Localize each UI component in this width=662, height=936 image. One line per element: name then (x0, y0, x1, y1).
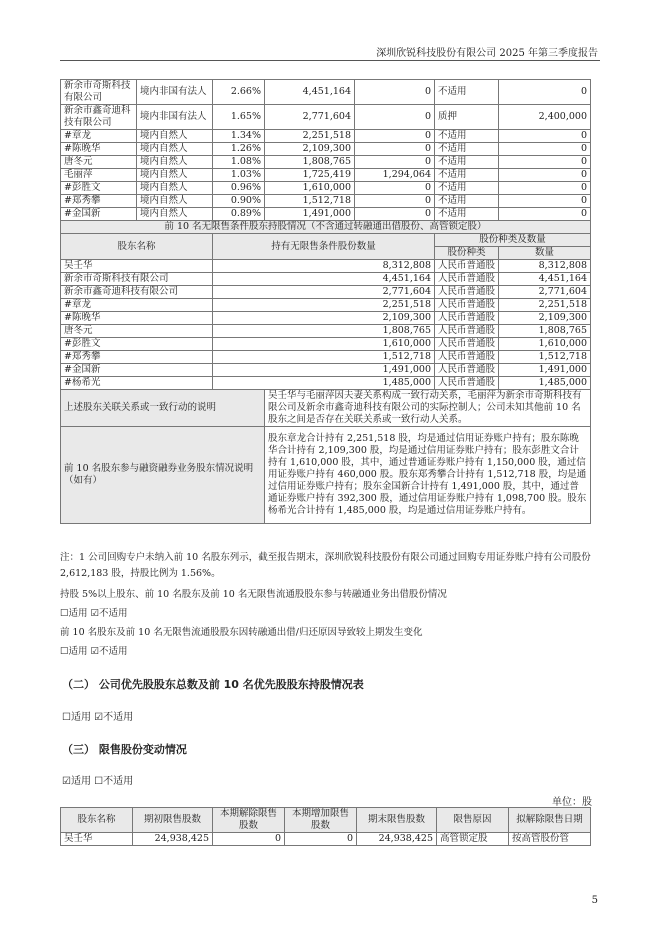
share-kind: 人民币普通股 (435, 364, 499, 377)
holder-nature: 境内自然人 (137, 130, 213, 143)
unrestricted-shares: 1,512,718 (213, 351, 435, 364)
holder-pledge-status: 不适用 (435, 208, 499, 221)
holder-nature: 境内非国有法人 (137, 80, 213, 105)
holder-pledge-status: 不适用 (435, 143, 499, 156)
share-kind: 人民币普通股 (435, 286, 499, 299)
lending-check: ☐适用 ☑不适用 (60, 608, 128, 619)
restricted-row (61, 833, 591, 846)
holder-name: #章龙 (61, 130, 137, 143)
section3-check: ☑适用 ☐不适用 (62, 776, 134, 787)
unrestricted-row (61, 286, 591, 299)
holder-name: 毛丽萍 (61, 169, 137, 182)
holder-name: #郑秀攀 (61, 195, 137, 208)
holder-name: #金国新 (61, 208, 137, 221)
holder-restricted: 0 (355, 208, 435, 221)
holder-pledge-qty: 0 (499, 130, 591, 143)
holder-pledge-status: 不适用 (435, 156, 499, 169)
restricted-col-header: 期初限售股数 (133, 808, 213, 833)
unrestricted-row (61, 364, 591, 377)
holder-nature: 境内自然人 (137, 208, 213, 221)
holder-shares: 1,512,718 (265, 195, 355, 208)
holder-row (61, 169, 591, 182)
holder-pledge-status: 不适用 (435, 195, 499, 208)
share-kind: 人民币普通股 (435, 260, 499, 273)
holder-percent: 2.66% (213, 80, 265, 105)
unrestricted-row (61, 351, 591, 364)
holder-nature: 境内自然人 (137, 182, 213, 195)
holder-row (61, 105, 591, 130)
holder-restricted: 0 (355, 130, 435, 143)
holder-shares: 2,251,518 (265, 130, 355, 143)
holder-pledge-qty: 0 (499, 156, 591, 169)
shareholders-table (60, 79, 591, 524)
restricted-col-header: 限售原因 (437, 808, 509, 833)
unrestricted-holder-name: #陈晚华 (61, 312, 213, 325)
unrestricted-holder-name: 吴壬华 (61, 260, 213, 273)
holder-shares: 2,771,604 (265, 105, 355, 130)
holder-shares: 4,451,164 (265, 80, 355, 105)
share-qty: 2,251,518 (499, 299, 591, 312)
unit-label: 单位：股 (552, 797, 592, 808)
unrestricted-shares: 2,771,604 (213, 286, 435, 299)
holder-restricted: 0 (355, 105, 435, 130)
holder-name: 新余市鑫奇迪科技有限公司 (61, 105, 137, 130)
restricted-release-date: 按高管股份管 (509, 833, 591, 846)
holder-row (61, 130, 591, 143)
holder-row (61, 195, 591, 208)
unrestricted-row (61, 325, 591, 338)
header-rule (60, 60, 600, 61)
holder-percent: 1.08% (213, 156, 265, 169)
share-qty: 1,485,000 (499, 377, 591, 390)
restricted-released: 0 (213, 833, 285, 846)
change-check: ☐适用 ☑不适用 (60, 646, 128, 657)
unrestricted-shares: 1,485,000 (213, 377, 435, 390)
share-kind: 人民币普通股 (435, 312, 499, 325)
unrestricted-holder-name: #彭胜文 (61, 338, 213, 351)
restricted-col-header: 本期增加限售股数 (285, 808, 357, 833)
holder-pledge-qty: 2,400,000 (499, 105, 591, 130)
change-question: 前 10 名股东及前 10 名无限售流通股股东因转融通出借/归还原因导致较上期发生变化 (60, 627, 423, 638)
holder-pledge-qty: 0 (499, 143, 591, 156)
share-kind: 人民币普通股 (435, 299, 499, 312)
section3-title: （三） 限售股份变动情况 (62, 743, 187, 756)
lending-question: 持股 5%以上股东、前 10 名股东及前 10 名无限售流通股股东参与转融通业务出借股份情况 (60, 589, 447, 600)
restricted-col-header: 拟解除限售日期 (509, 808, 591, 833)
restricted-col-header: 本期解除限售股数 (213, 808, 285, 833)
holder-pledge-qty: 0 (499, 208, 591, 221)
holder-pledge-status: 不适用 (435, 182, 499, 195)
unrestricted-shares: 1,610,000 (213, 338, 435, 351)
unrestricted-row (61, 312, 591, 325)
share-qty: 8,312,808 (499, 260, 591, 273)
holder-restricted: 0 (355, 195, 435, 208)
restricted-reason: 高管锁定股 (437, 833, 509, 846)
restricted-added: 0 (285, 833, 357, 846)
holder-name: 唐冬元 (61, 156, 137, 169)
holder-restricted: 1,294,064 (355, 169, 435, 182)
margin-label: 前 10 名股东参与融资融券业务股东情况说明（如有） (61, 427, 265, 524)
unrestricted-shares: 2,109,300 (213, 312, 435, 325)
holder-pledge-qty: 0 (499, 195, 591, 208)
holder-pledge-qty: 0 (499, 169, 591, 182)
share-kind: 人民币普通股 (435, 338, 499, 351)
unrestricted-row (61, 377, 591, 390)
holder-shares: 2,109,300 (265, 143, 355, 156)
restricted-col-header: 期末限售股数 (357, 808, 437, 833)
holder-percent: 0.90% (213, 195, 265, 208)
holder-shares: 1,725,419 (265, 169, 355, 182)
report-header: 深圳欣锐科技股份有限公司 2025 年第三季度报告 (376, 48, 598, 59)
holder-nature: 境内自然人 (137, 169, 213, 182)
col-kind-group: 股份种类及数量 (435, 234, 591, 247)
holder-name: 新余市奇斯科技有限公司 (61, 80, 137, 105)
unrestricted-holder-name: 新余市奇斯科技有限公司 (61, 273, 213, 286)
holder-restricted: 0 (355, 156, 435, 169)
unrestricted-holder-name: 唐冬元 (61, 325, 213, 338)
holder-percent: 1.65% (213, 105, 265, 130)
holder-row (61, 143, 591, 156)
holder-pledge-status: 不适用 (435, 169, 499, 182)
holder-restricted: 0 (355, 182, 435, 195)
holder-shares: 1,808,765 (265, 156, 355, 169)
holder-nature: 境内自然人 (137, 195, 213, 208)
holder-pledge-status: 不适用 (435, 130, 499, 143)
holder-percent: 1.26% (213, 143, 265, 156)
unrestricted-shares: 1,491,000 (213, 364, 435, 377)
section2-title: （二） 公司优先股股东总数及前 10 名优先股股东持股情况表 (62, 678, 364, 691)
share-qty: 1,610,000 (499, 338, 591, 351)
holder-restricted: 0 (355, 80, 435, 105)
share-qty: 1,808,765 (499, 325, 591, 338)
holder-pledge-status: 质押 (435, 105, 499, 130)
share-qty: 2,771,604 (499, 286, 591, 299)
unrestricted-row (61, 273, 591, 286)
relation-label: 上述股东关联关系或一致行动的说明 (61, 390, 265, 427)
unrestricted-shares: 8,312,808 (213, 260, 435, 273)
holder-percent: 0.96% (213, 182, 265, 195)
holder-row (61, 80, 591, 105)
restricted-col-header: 股东名称 (61, 808, 133, 833)
holder-percent: 1.34% (213, 130, 265, 143)
section2-check: ☐适用 ☑不适用 (62, 712, 134, 723)
holder-pledge-qty: 0 (499, 80, 591, 105)
unrestricted-holder-name: #金国新 (61, 364, 213, 377)
holder-nature: 境内非国有法人 (137, 105, 213, 130)
unrestricted-row (61, 299, 591, 312)
unrestricted-shares: 2,251,518 (213, 299, 435, 312)
holder-percent: 0.89% (213, 208, 265, 221)
holder-row (61, 182, 591, 195)
margin-text: 股东章龙合计持有 2,251,518 股，均是通过信用证券账户持有；股东陈晚华合计持有 2,109,300 股，均是通过信用证券账户持有；股东彭胜文合计持有 1,610,000 股，其中，通过普通证券账户持有 1,150,000 股，通过信用证券账户持有 460,000 股。股东郑秀攀合计持有 1,512,718 股，均是通过信用证券账户持有；股东金国新合计持有 1,491,000 股，其中，通过普通证券账户持有 392,300 股，通过信用证券账户持有 1,098,700 股。股东杨希光合计持有 1,485,000 股，均是通过信用证券账户持有。 (265, 427, 591, 524)
holder-nature: 境内自然人 (137, 143, 213, 156)
unrestricted-row (61, 338, 591, 351)
holder-percent: 1.03% (213, 169, 265, 182)
col-unrestricted-shares: 持有无限售条件股份数量 (213, 234, 435, 260)
share-kind: 人民币普通股 (435, 351, 499, 364)
restricted-end: 24,938,425 (357, 833, 437, 846)
restricted-shares-table (60, 807, 591, 846)
unrestricted-shares: 4,451,164 (213, 273, 435, 286)
share-qty: 1,491,000 (499, 364, 591, 377)
relation-text: 吴壬华与毛丽萍因夫妻关系构成一致行动关系，毛丽萍为新余市奇斯科技有限公司及新余市鑫奇迪科技有限公司的实际控制人；公司未知其他前 10 名股东之间是否存在关联关系或一致行动人关系。 (265, 390, 591, 427)
col-kind: 股份种类 (435, 247, 499, 260)
holder-pledge-qty: 0 (499, 182, 591, 195)
share-kind: 人民币普通股 (435, 325, 499, 338)
holder-shares: 1,610,000 (265, 182, 355, 195)
restricted-begin: 24,938,425 (133, 833, 213, 846)
holder-nature: 境内自然人 (137, 156, 213, 169)
unrestricted-holder-name: #郑秀攀 (61, 351, 213, 364)
repurchase-note: 注：1 公司回购专户未纳入前 10 名股东列示，截至报告期末，深圳欣锐科技股份有限公司通过回购专用证券账户持有公司股份 2,612,183 股，持股比例为 1.56%。 (60, 552, 591, 579)
share-qty: 1,512,718 (499, 351, 591, 364)
page-number: 5 (591, 895, 598, 906)
holder-name: #陈晚华 (61, 143, 137, 156)
share-qty: 4,451,164 (499, 273, 591, 286)
restricted-holder-name: 吴壬华 (61, 833, 133, 846)
holder-shares: 1,491,000 (265, 208, 355, 221)
col-qty: 数量 (499, 247, 591, 260)
holder-row (61, 156, 591, 169)
col-holder-name: 股东名称 (61, 234, 213, 260)
holder-pledge-status: 不适用 (435, 80, 499, 105)
unrestricted-title: 前 10 名无限售条件股东持股情况（不含通过转融通出借股份、高管锁定股） (61, 221, 591, 234)
share-kind: 人民币普通股 (435, 273, 499, 286)
unrestricted-holder-name: #杨希光 (61, 377, 213, 390)
holder-restricted: 0 (355, 143, 435, 156)
unrestricted-shares: 1,808,765 (213, 325, 435, 338)
holder-name: #彭胜文 (61, 182, 137, 195)
unrestricted-row (61, 260, 591, 273)
share-kind: 人民币普通股 (435, 377, 499, 390)
unrestricted-holder-name: #章龙 (61, 299, 213, 312)
holder-row (61, 208, 591, 221)
unrestricted-holder-name: 新余市鑫奇迪科技有限公司 (61, 286, 213, 299)
share-qty: 2,109,300 (499, 312, 591, 325)
